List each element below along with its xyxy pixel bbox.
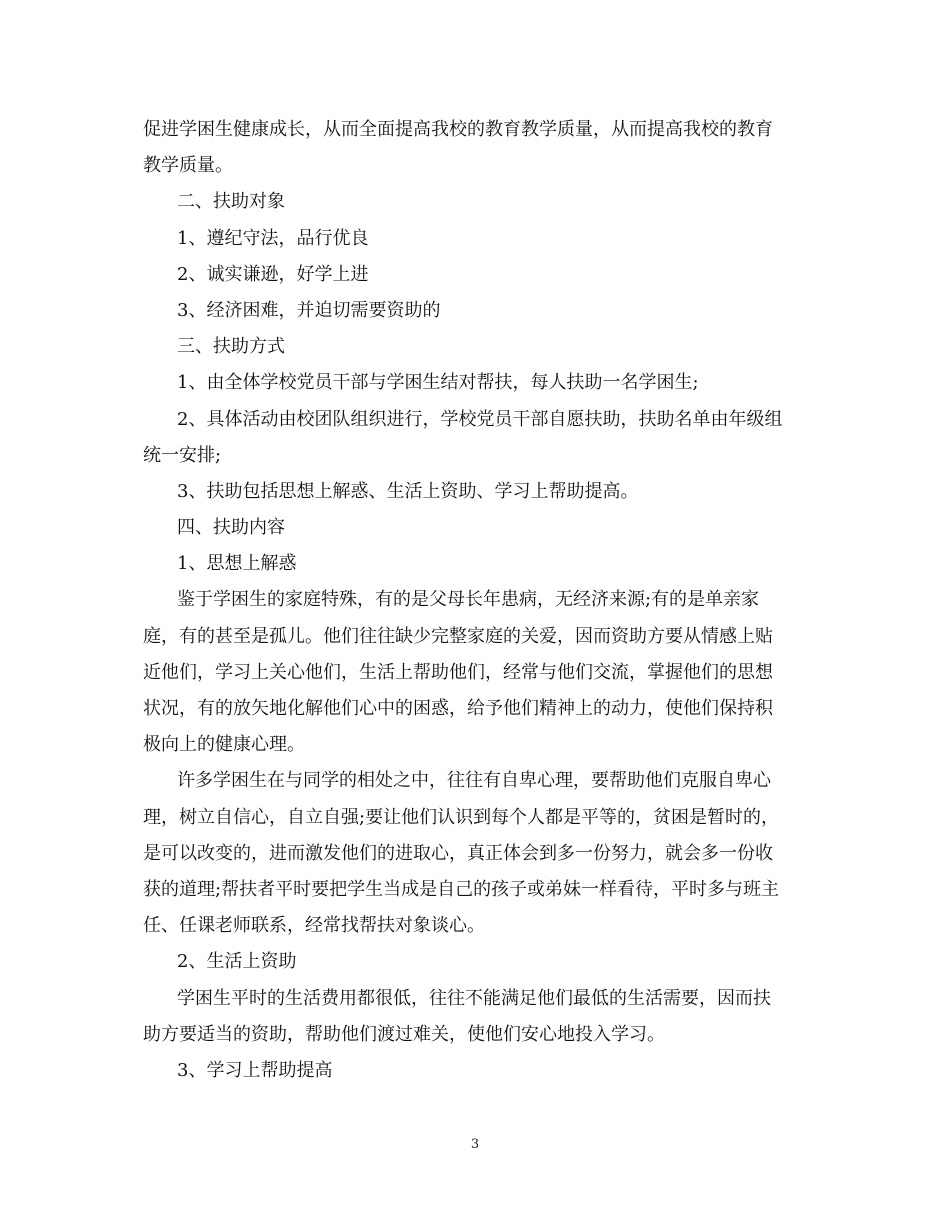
text-line: 2、生活上资助 bbox=[177, 951, 297, 973]
text-line: 2、具体活动由校团队组织进行，学校党员干部自愿扶助，扶助名单由年级组 bbox=[177, 408, 783, 430]
text-line: 教学质量。 bbox=[143, 155, 233, 177]
text-line: 3、扶助包括思想上解惑、生活上资助、学习上帮助提高。 bbox=[177, 480, 639, 502]
text-line: 1、遵纪守法，品行优良 bbox=[177, 227, 369, 249]
text-line: 统一安排; bbox=[143, 444, 222, 466]
text-line: 是可以改变的，进而激发他们的进取心，真正体会到多一份努力，就会多一份收 bbox=[143, 842, 773, 864]
text-line: 理，树立自信心，自立自强;要让他们认识到每个人都是平等的，贫困是暂时的， bbox=[143, 806, 780, 828]
text-line: 促进学困生健康成长，从而全面提高我校的教育教学质量，从而提高我校的教育 bbox=[143, 119, 773, 140]
page-number: 3 bbox=[470, 1137, 480, 1152]
text-line: 四、扶助内容 bbox=[177, 517, 285, 539]
text-line: 3、学习上帮助提高 bbox=[177, 1059, 333, 1081]
text-line: 1、思想上解惑 bbox=[177, 553, 297, 575]
text-line: 庭，有的甚至是孤儿。他们往往缺少完整家庭的关爱，因而资助方要从情感上贴 bbox=[143, 625, 773, 647]
text-line: 近他们，学习上关心他们，生活上帮助他们，经常与他们交流，掌握他们的思想 bbox=[143, 661, 773, 683]
text-line: 2、诚实谦逊，好学上进 bbox=[177, 263, 369, 285]
text-line: 获的道理;帮扶者平时要把学生当成是自己的孩子或弟妹一样看待，平时多与班主 bbox=[143, 878, 780, 900]
text-line: 三、扶助方式 bbox=[177, 336, 285, 358]
text-line: 任、任课老师联系，经常找帮扶对象谈心。 bbox=[143, 915, 485, 937]
text-line: 3、经济困难，并迫切需要资助的 bbox=[177, 299, 441, 321]
text-line: 状况，有的放矢地化解他们心中的困惑，给予他们精神上的动力，使他们保持积 bbox=[143, 698, 773, 719]
text-line: 极向上的健康心理。 bbox=[143, 734, 305, 756]
document-body bbox=[143, 112, 805, 1089]
text-line: 二、扶助对象 bbox=[177, 191, 285, 213]
text-line: 学困生平时的生活费用都很低，往往不能满足他们最低的生活需要，因而扶 bbox=[177, 987, 771, 1009]
text-line: 1、由全体学校党员干部与学困生结对帮扶，每人扶助一名学困生; bbox=[177, 372, 699, 394]
text-line: 助方要适当的资助，帮助他们渡过难关，使他们安心地投入学习。 bbox=[143, 1023, 665, 1045]
text-line: 许多学困生在与同学的相处之中，往往有自卑心理，要帮助他们克服自卑心 bbox=[177, 770, 771, 792]
text-line: 鉴于学困生的家庭特殊，有的是父母长年患病，无经济来源;有的是单亲家 bbox=[177, 589, 760, 611]
